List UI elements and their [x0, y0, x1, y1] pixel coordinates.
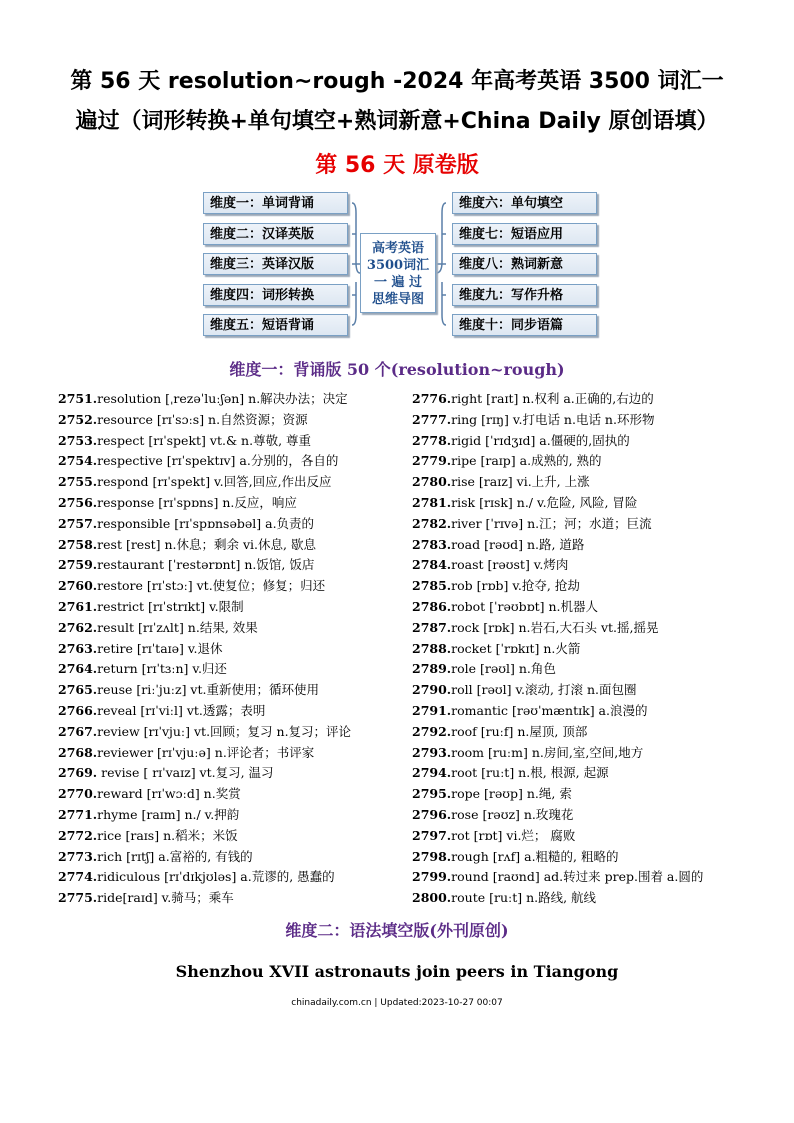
- vocab-number: 2772.: [58, 827, 98, 843]
- vocab-text: romantic [rəʊˈmæntɪk] a.浪漫的: [451, 702, 648, 718]
- vocab-text: rock [rɒk] n.岩石,大石头 vt.摇,摇晃: [451, 619, 659, 635]
- vocab-number: 2776.: [412, 391, 452, 406]
- mind-map-right-5: 维度十：同步语篇: [452, 314, 597, 336]
- vocab-number: 2758.: [58, 536, 98, 552]
- vocab-number: 2756.: [58, 494, 98, 510]
- vocab-number: 2764.: [58, 661, 98, 677]
- vocab-text: ripe [raɪp] a.成熟的, 熟的: [451, 453, 602, 469]
- vocab-number: 2792.: [412, 723, 452, 739]
- vocab-entry: [412, 888, 703, 909]
- mind-map-right-3: 维度八：熟词新意: [452, 253, 597, 275]
- vocab-entry: [412, 618, 703, 639]
- mind-map-right-4: 维度九：写作升格: [452, 284, 597, 306]
- vocab-number: 2752.: [58, 411, 98, 427]
- vocab-number: 2784.: [412, 557, 452, 573]
- vocab-number: 2766.: [58, 702, 98, 718]
- vocab-entry: [412, 743, 703, 764]
- document-subtitle: 第 56 天 原卷版: [315, 153, 479, 178]
- vocab-entry: [58, 722, 351, 743]
- mind-map-left-1: 维度一：单词背诵: [203, 192, 348, 214]
- vocab-text: rocket [ˈrɒkɪt] n.火箭: [451, 640, 581, 656]
- vocab-text: rope [rəʊp] n.绳, 索: [451, 786, 572, 802]
- vocab-number: 2768.: [58, 744, 98, 760]
- vocab-entry: [58, 555, 351, 576]
- vocab-entry: [412, 701, 703, 722]
- vocab-number: 2785.: [412, 578, 452, 594]
- vocab-text: rose [rəʊz] n.玫瑰花: [451, 806, 574, 822]
- vocab-text: restaurant [ˈrestərɒnt] n.饭馆, 饭店: [97, 557, 315, 573]
- vocab-entry: [58, 597, 351, 618]
- vocab-text: rhyme [raɪm] n./ v.押韵: [97, 806, 240, 822]
- vocab-text: review [rɪˈvjuː] vt.回顾；复习 n.复习；评论: [97, 723, 352, 739]
- vocab-number: 2775.: [58, 890, 98, 906]
- vocab-text: result [rɪˈzʌlt] n.结果, 效果: [97, 619, 258, 635]
- vocab-text: respond [rɪˈspekt] v.回答,回应,作出反应: [97, 474, 332, 490]
- vocab-number: 2781.: [412, 494, 452, 510]
- vocab-entry: [58, 847, 351, 868]
- vocab-entry: [58, 576, 351, 597]
- vocab-entry: [412, 722, 703, 743]
- vocab-text: return [rɪˈtɜːn] v.归还: [97, 661, 227, 677]
- vocab-number: 2783.: [412, 536, 452, 552]
- vocab-text: roof [ruːf] n.屋顶, 顶部: [451, 723, 588, 739]
- vocab-text: response [rɪˈspɒns] n.反应，响应: [97, 494, 297, 510]
- vocab-entry: [412, 576, 703, 597]
- vocab-entry: [412, 784, 703, 805]
- vocab-text: rest [rest] n.休息；剩余 vi.休息, 歇息: [97, 536, 316, 552]
- article-title: Shenzhou XVII astronauts join peers in Tiangong: [175, 962, 619, 981]
- vocab-number: 2788.: [412, 640, 452, 656]
- vocab-text: reward [rɪˈwɔːd] n.奖赏: [97, 786, 241, 802]
- vocab-text: resolution [ˌrezəˈluːʃən] n.解决办法；决定: [97, 391, 348, 406]
- vocab-text: respect [rɪˈspekt] vt.& n.尊敬, 尊重: [97, 432, 312, 448]
- center-line-4: 思维导图: [371, 292, 424, 307]
- mind-map-left-4: 维度四：词形转换: [203, 284, 348, 306]
- vocab-number: 2778.: [412, 432, 452, 448]
- vocab-text: road [rəʊd] n.路, 道路: [451, 536, 585, 552]
- section-2-heading: 维度二：语法填空版(外刊原创): [285, 921, 509, 940]
- vocab-number: 2762.: [58, 619, 98, 635]
- vocab-number: 2765.: [58, 682, 98, 698]
- vocab-entry: [412, 514, 703, 535]
- mind-map-right-2: 维度七：短语应用: [452, 223, 597, 245]
- vocab-entry: [58, 680, 351, 701]
- vocab-number: 2790.: [412, 682, 452, 698]
- vocab-text: rob [rɒb] v.抢夺, 抢劫: [451, 578, 580, 594]
- vocab-number: 2754.: [58, 453, 98, 469]
- vocab-number: 2753.: [58, 432, 98, 448]
- vocab-text: resource [rɪˈsɔːs] n.自然资源；资源: [97, 411, 308, 427]
- vocab-text: rice [raɪs] n.稻米；米饭: [97, 827, 238, 843]
- vocab-entry: [412, 472, 703, 493]
- vocab-entry: [412, 493, 703, 514]
- vocab-number: 2761.: [58, 598, 98, 614]
- vocab-entry: [58, 784, 351, 805]
- vocab-entry: [58, 805, 351, 826]
- vocab-text: robot [ˈrəʊbɒt] n.机器人: [451, 598, 599, 614]
- vocab-number: 2767.: [58, 723, 98, 739]
- vocab-text: restore [rɪˈstɔː] vt.使复位；修复；归还: [97, 578, 326, 594]
- vocab-text: root [ruːt] n.根, 根源, 起源: [451, 765, 609, 781]
- vocab-number: 2799.: [412, 869, 452, 885]
- vocab-number: 2770.: [58, 786, 98, 802]
- vocab-number: 2774.: [58, 869, 98, 885]
- vocab-text: revise [ rɪˈvaɪz] vt.复习, 温习: [97, 765, 274, 781]
- vocab-text: restrict [rɪˈstrɪkt] v.限制: [97, 598, 244, 614]
- vocab-text: room [ruːm] n.房间,室,空间,地方: [451, 744, 644, 760]
- vocab-text: rough [rʌf] a.粗糙的, 粗略的: [451, 848, 619, 864]
- vocab-entry: [412, 867, 703, 888]
- center-line-3: 一 遍 过: [373, 275, 423, 290]
- vocab-text: respective [rɪˈspektɪv] a.分别的，各自的: [97, 453, 339, 469]
- vocab-number: 2760.: [58, 578, 98, 594]
- mind-map-left-3: 维度三：英译汉版: [203, 253, 348, 275]
- vocab-number: 2780.: [412, 474, 452, 490]
- article-meta: chinadaily.com.cn | Updated:2023-10-27 00:07: [291, 998, 503, 1008]
- vocab-text: ring [rɪŋ] v.打电话 n.电话 n.环形物: [451, 411, 655, 427]
- vocab-entry: [58, 888, 351, 909]
- vocab-text: roast [rəʊst] v.烤肉: [451, 557, 569, 573]
- vocab-entry: [412, 847, 703, 868]
- vocab-text: rot [rɒt] vi.烂； 腐败: [451, 827, 576, 843]
- center-line-2: 3500词汇: [366, 258, 430, 273]
- vocab-number: 2795.: [412, 786, 452, 802]
- vocab-text: role [rəʊl] n.角色: [451, 661, 556, 677]
- vocab-text: reuse [riːˈjuːz] vt.重新使用；循环使用: [97, 682, 319, 698]
- vocab-entry: [58, 639, 351, 660]
- vocab-number: 2800.: [412, 890, 452, 906]
- vocab-number: 2782.: [412, 515, 452, 531]
- vocab-entry: [58, 701, 351, 722]
- mind-map-center: [360, 233, 436, 313]
- vocab-entry: [412, 451, 703, 472]
- vocab-entry: [412, 763, 703, 784]
- vocab-entry: [58, 451, 351, 472]
- vocab-entry: [58, 618, 351, 639]
- vocab-number: 2757.: [58, 515, 98, 531]
- vocab-entry: [412, 555, 703, 576]
- vocab-text: right [raɪt] n.权利 a.正确的,右边的: [451, 391, 654, 406]
- vocab-entry: [58, 514, 351, 535]
- vocab-entry: [58, 472, 351, 493]
- vocab-number: 2763.: [58, 640, 98, 656]
- vocab-entry: [412, 535, 703, 556]
- vocab-number: 2797.: [412, 827, 452, 843]
- vocab-number: 2786.: [412, 598, 452, 614]
- vocab-entry: [412, 826, 703, 847]
- vocab-number: 2751.: [58, 391, 98, 406]
- vocab-text: responsible [rɪˈspɒnsəbəl] a.负责的: [97, 515, 315, 531]
- vocab-entry: [58, 431, 351, 452]
- vocab-text: rise [raɪz] vi.上升, 上涨: [451, 474, 590, 490]
- vocab-entry: [412, 597, 703, 618]
- section-1-heading: 维度一：背诵版 50 个(resolution~rough): [229, 360, 565, 379]
- vocab-text: river [ˈrɪvə] n.江；河；水道；巨流: [451, 515, 652, 531]
- vocab-number: 2787.: [412, 619, 452, 635]
- vocab-entry: [412, 639, 703, 660]
- vocab-text: roll [rəʊl] v.滚动, 打滚 n.面包圈: [451, 682, 637, 698]
- vocab-number: 2793.: [412, 744, 452, 760]
- vocab-text: reveal [rɪˈviːl] vt.透露；表明: [97, 702, 266, 718]
- mind-map-right-1: 维度六：单句填空: [452, 192, 597, 214]
- vocab-text: round [raʊnd] ad.转过来 prep.围着 a.圆的: [451, 869, 704, 885]
- vocab-number: 2796.: [412, 806, 452, 822]
- vocab-number: 2769.: [58, 765, 98, 781]
- center-line-1: 高考英语: [371, 241, 424, 256]
- vocab-entry: [58, 763, 351, 784]
- vocab-number: 2789.: [412, 661, 452, 677]
- vocab-entry: [412, 431, 703, 452]
- vocab-entry: [58, 826, 351, 847]
- vocab-text: reviewer [rɪˈvjuːə] n.评论者；书评家: [97, 744, 315, 760]
- vocab-entry: [412, 659, 703, 680]
- vocab-text: ridiculous [rɪˈdɪkjʊləs] a.荒谬的, 愚蠢的: [97, 869, 335, 885]
- vocab-text: risk [rɪsk] n./ v.危险, 风险, 冒险: [451, 494, 638, 510]
- vocab-number: 2791.: [412, 702, 452, 718]
- vocab-text: retire [rɪˈtaɪə] v.退休: [97, 640, 223, 656]
- vocab-entry: [412, 410, 703, 431]
- mind-map-left-5: 维度五：短语背诵: [203, 314, 348, 336]
- vocab-number: 2773.: [58, 848, 98, 864]
- vocab-entry: [412, 680, 703, 701]
- vocab-number: 2798.: [412, 848, 452, 864]
- vocab-entry: [58, 535, 351, 556]
- vocab-number: 2794.: [412, 765, 452, 781]
- vocab-text: route [ruːt] n.路线, 航线: [451, 890, 597, 906]
- vocab-entry: [58, 867, 351, 888]
- vocab-entry: [58, 389, 351, 410]
- vocab-entry: [58, 493, 351, 514]
- mind-map: [0, 0, 794, 345]
- vocab-text: ride[raɪd] v.骑马；乘车: [97, 890, 234, 906]
- vocab-entry: [58, 659, 351, 680]
- vocab-number: 2759.: [58, 557, 98, 573]
- title-line-2: 遍过（词形转换+单句填空+熟词新意+China Daily 原创语填）: [75, 109, 719, 134]
- vocab-number: 2771.: [58, 806, 98, 822]
- vocab-entry: [58, 743, 351, 764]
- vocab-number: 2777.: [412, 411, 452, 427]
- mind-map-left-2: 维度二：汉译英版: [203, 223, 348, 245]
- vocab-entry: [58, 410, 351, 431]
- vocab-number: 2755.: [58, 474, 98, 490]
- vocab-number: 2779.: [412, 453, 452, 469]
- vocab-text: rich [rɪtʃ] a.富裕的, 有钱的: [97, 848, 253, 864]
- vocab-list-right: [412, 389, 703, 909]
- vocab-list-left: [58, 389, 351, 909]
- vocab-entry: [412, 805, 703, 826]
- title-line-1: 第 56 天 resolution~rough -2024 年高考英语 3500 词汇一: [70, 69, 724, 94]
- vocab-entry: [412, 389, 703, 410]
- vocab-text: rigid [ˈrɪdʒɪd] a.僵硬的,固执的: [451, 432, 630, 448]
